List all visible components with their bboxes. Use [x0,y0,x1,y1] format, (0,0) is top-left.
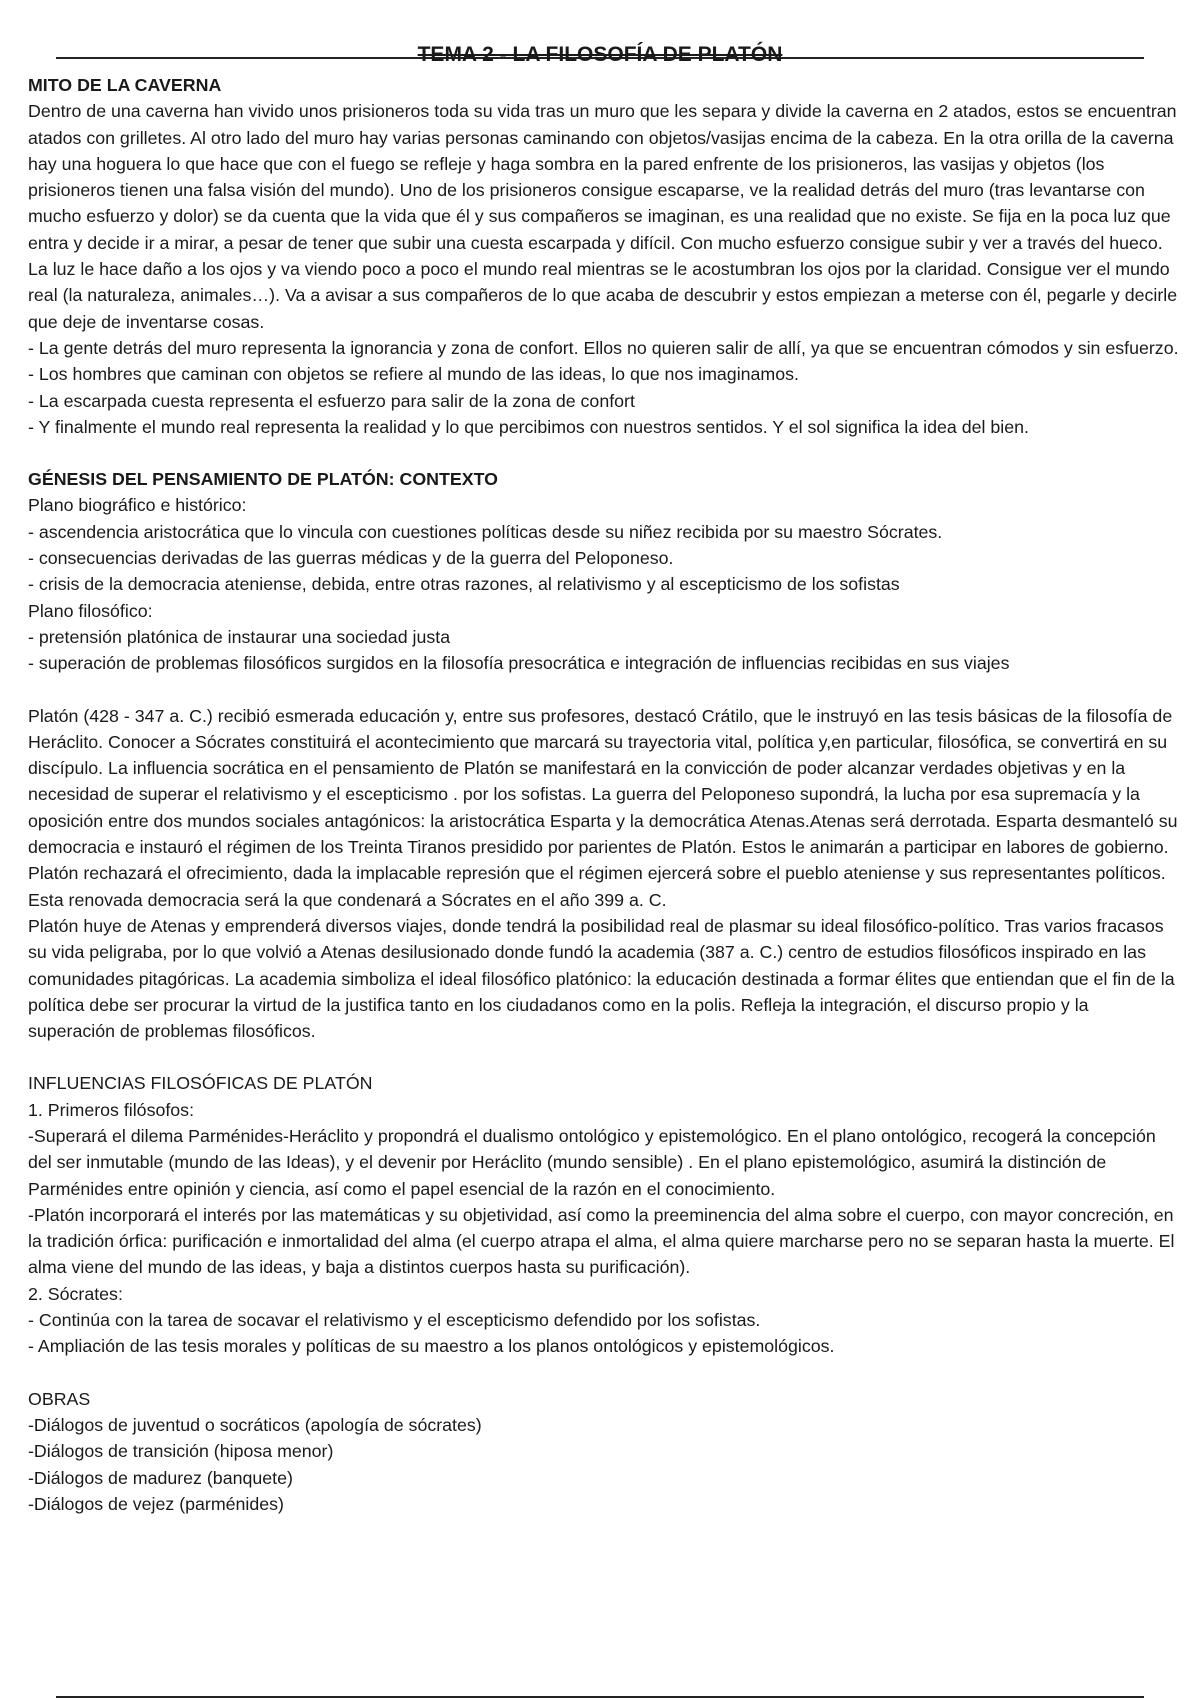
mito-point: - La gente detrás del muro representa la ignorancia y zona de confort. Ellos no quieren salir de allí, ya que se encuentran cómodos y sin esfuerzo. [28,337,1179,358]
spacer [28,1360,1180,1386]
mito-point: - Y finalmente el mundo real representa la realidad y lo que percibimos con nuestros sentidos. Y el sol significa la idea del bien. [28,416,1029,437]
plano-biografico-item: - crisis de la democracia ateniense, debida, entre otras razones, al relativismo y al escepticismo de los sofistas [28,574,900,595]
mito-point: - Los hombres que caminan con objetos se refiere al mundo de las ideas, lo que nos imaginamos. [28,364,799,385]
plano-biografico-item: - ascendencia aristocrática que lo vincula con cuestiones políticas desde su niñez recibida por su maestro Sócrates. [28,521,943,542]
obras-item: -Diálogos de madurez (banquete) [28,1467,293,1488]
plano-filosofico-item: - pretensión platónica de instaurar una sociedad justa [28,626,451,647]
obras-item: -Diálogos de vejez (parménides) [28,1493,284,1514]
plano-filosofico-item: - superación de problemas filosóficos surgidos en la filosofía presocrática e integración de influencias recibidas en sus viajes [28,653,1010,674]
obras-item: -Diálogos de juventud o socráticos (apología de sócrates) [28,1414,482,1435]
genesis-paragraph: Platón rechazará el ofrecimiento, dada la implacable represión que el régimen ejercerá sobre el pueblo ateniense y sus representantes políticos. Esta renovada democracia será la que condenará a Sócrates en el año 399 a. C. [28,863,1166,910]
page-title: TEMA 2 - LA FILOSOFÍA DE PLATÓN [417,43,783,66]
influencias-subheading: 1. Primeros filósofos: [28,1099,195,1120]
plano-biografico-label: Plano biográfico e histórico: [28,495,247,516]
section-heading-genesis: GÉNESIS DEL PENSAMIENTO DE PLATÓN: CONTEXTO [28,469,498,490]
influencias-subheading: 2. Sócrates: [28,1283,123,1304]
section-heading-influencias: INFLUENCIAS FILOSÓFICAS DE PLATÓN [28,1073,373,1094]
mito-point: - La escarpada cuesta representa el esfuerzo para salir de la zona de confort [28,390,635,411]
title-block [56,40,1144,70]
plano-filosofico-label: Plano filosófico: [28,600,153,621]
influencias-item: - Ampliación de las tesis morales y políticas de su maestro a los planos ontológicos y epistemológicos. [28,1336,835,1357]
section-heading-mito: MITO DE LA CAVERNA [28,75,222,95]
plano-biografico-item: - consecuencias derivadas de las guerras médicas y de la guerra del Peloponeso. [28,548,674,569]
mito-paragraph: Dentro de una caverna han vivido unos prisioneros toda su vida tras un muro que les separa y divide la caverna en 2 atados, estos se encuentran atados con grilletes. Al otro lado del muro hay varias personas caminando con objetos/vasijas encima de la cabeza. En la otra orilla de la caverna hay una hoguera lo que hace que con el fuego se refleje y haga sombra en la pared enfrente de los prisioneros, las vasijas y objetos (los prisioneros tienen una falsa visión del mundo). Uno de los prisioneros consigue escaparse, ve la realidad detrás del muro (tras levantarse con mucho esfuerzo y dolor) se da cuenta que la vida que él y sus compañeros se imaginan, es una realidad que no existe. Se fija en la poca luz que entra y decide ir a mirar, a pesar de tener que subir una cuesta escarpada y difícil. Con mucho esfuerzo consigue subir y ver a través del hueco. La luz le hace daño a los ojos y va viendo poco a poco el mundo real mientras se le acostumbran los ojos por la claridad. Consigue ver el mundo real (la naturaleza, animales…). Va a avisar a sus compañeros de lo que acaba de descubrir y estos empiezan a meterse con él, pegarle y decirle que deje de inventarse cosas. [28,101,1178,332]
influencias-item: -Superará el dilema Parménides-Heráclito y propondrá el dualismo ontológico y epistemológico. En el plano ontológico, recogerá la concepción del ser inmutable (mundo de las Ideas), y el devenir por Heráclito (mundo sensible) . En el plano epistemológico, asumirá la distinción de Parménides entre opinión y ciencia, así como el papel esencial de la razón en el conocimiento. [28,1125,1156,1199]
obras-item: -Diálogos de transición (hiposa menor) [28,1441,334,1462]
genesis-paragraph: Platón (428 - 347 a. C.) recibió esmerada educación y, entre sus profesores, destacó Crátilo, que le instruyó en las tesis básicas de la filosofía de Heráclito. Conocer a Sócrates constituirá el acontecimiento que marcará su trayectoria vital, política y,en particular, filosófica, se convertirá en su discípulo. La influencia socrática en el pensamiento de Platón se manifestará en la convicción de poder alcanzar verdades objetivas y en la necesidad de superar el relativismo y el escepticismo . por los sofistas. La guerra del Peloponeso supondrá, la lucha por esa supremacía y la oposición entre dos mundos sociales antagónicos: la aristocrática Esparta y la democrática Atenas.Atenas será derrotada. Esparta desmanteló su democracia e instauró el régimen de los Treinta Tiranos presidido por parientes de Platón. Estos le animarán a participar en labores de gobierno. [28,705,1178,858]
spacer [28,1044,1180,1070]
genesis-paragraph: Platón huye de Atenas y emprenderá diversos viajes, donde tendrá la posibilidad real de plasmar su ideal filosófico-político. Tras varios fracasos su vida peligraba, por lo que volvió a Atenas desilusionado donde fundó la academia (387 a. C.) centro de estudios filosóficos inspirado en las comunidades pitagóricas. La academia simboliza el ideal filosófico platónico: la educación destinada a formar élites que entiendan que el fin de la política debe ser procurar la virtud de la justifica tanto en los ciudadanos como en la polis. Refleja la integración, el discurso propio y la superación de problemas filosóficos. [28,915,1175,1042]
influencias-item: - Continúa con la tarea de socavar el relativismo y el escepticismo defendido por los sofistas. [28,1310,761,1331]
spacer [28,677,1180,703]
section-heading-obras: OBRAS [28,1388,91,1409]
document-body [28,72,1180,1517]
footer-rule [56,1696,1144,1698]
influencias-item: -Platón incorporará el interés por las matemáticas y su objetividad, así como la preeminencia del alma sobre el cuerpo, con mayor concreción, en la tradición órfica: purificación e inmortalidad del alma (el cuerpo atrapa el alma, el alma quiere marcharse pero no se separan hasta la muerte. El alma viene del mundo de las ideas, y baja a distintos cuerpos hasta su purificación). [28,1204,1175,1278]
spacer [28,440,1180,466]
